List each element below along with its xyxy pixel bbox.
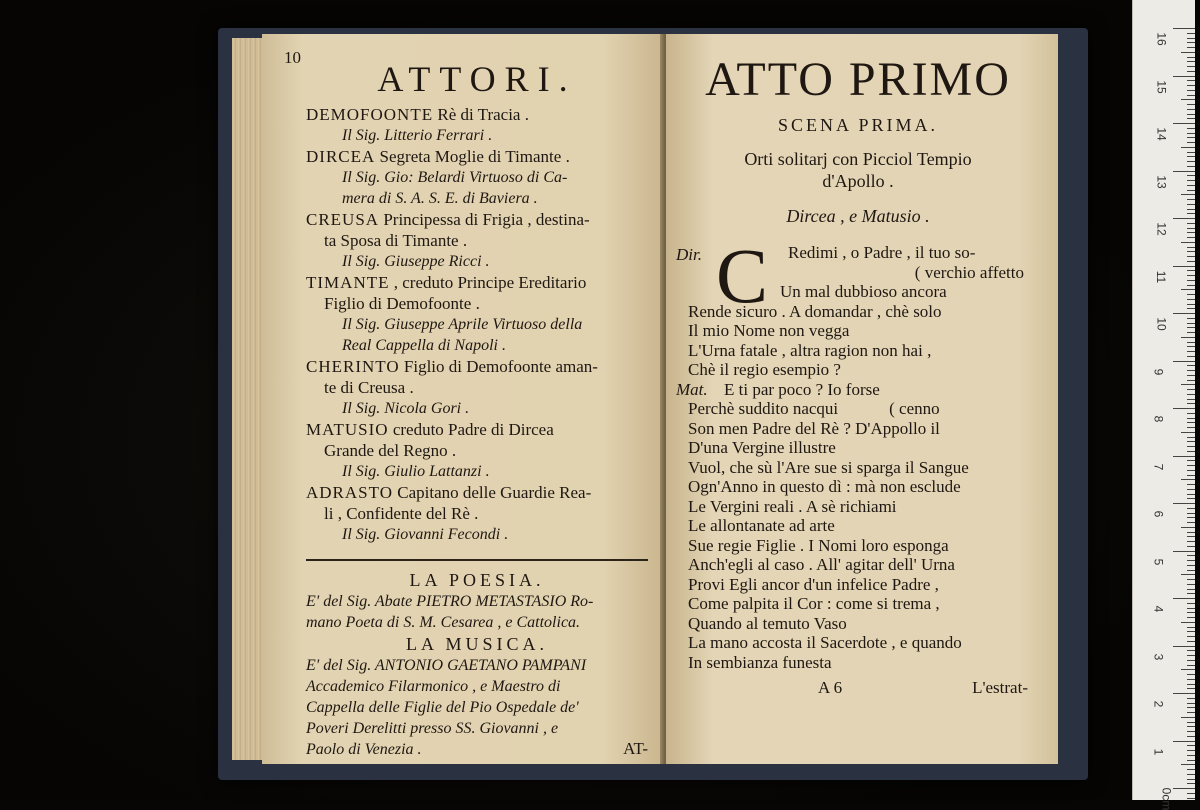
character-name: DEMOFOONTE xyxy=(306,105,434,124)
scene-title: SCENA PRIMA. xyxy=(777,115,939,135)
ruler-tick xyxy=(1187,85,1195,86)
ruler-tick xyxy=(1187,427,1195,428)
ruler-tick xyxy=(1181,147,1195,148)
musica-credit-line-1: E' del Sig. ANTONIO GAETANO PAMPANI xyxy=(306,657,587,674)
ruler-tick xyxy=(1187,703,1195,704)
ruler-tick xyxy=(1187,204,1195,205)
character-description-cont: te di Creusa . xyxy=(324,378,414,397)
ruler-tick xyxy=(1187,489,1195,490)
measuring-ruler xyxy=(1132,0,1195,810)
ruler-tick xyxy=(1187,688,1195,689)
ruler-tick xyxy=(1187,365,1195,366)
ruler-tick xyxy=(1181,384,1195,385)
role-line xyxy=(306,482,648,503)
ruler-tick xyxy=(1173,551,1195,552)
ruler-tick xyxy=(1187,532,1195,533)
ruler-number: 14 xyxy=(1154,127,1169,141)
ruler-tick xyxy=(1187,660,1195,661)
ruler-tick xyxy=(1187,327,1195,328)
cast-entry xyxy=(306,356,648,419)
poesia-credit-line-1: E' del Sig. Abate PIETRO METASTASIO Ro- xyxy=(306,593,594,610)
ruler-tick xyxy=(1187,736,1195,737)
ruler-tick xyxy=(1187,494,1195,495)
ruler-tick xyxy=(1187,593,1195,594)
ruler-tick xyxy=(1187,674,1195,675)
ruler-tick xyxy=(1187,760,1195,761)
ruler-tick xyxy=(1187,413,1195,414)
section-rule xyxy=(306,559,648,561)
role-line xyxy=(306,272,648,293)
ruler-tick xyxy=(1187,541,1195,542)
ruler-number: 1 xyxy=(1151,748,1166,755)
cast-entry xyxy=(306,209,648,272)
ruler-tick xyxy=(1187,769,1195,770)
ruler-tick xyxy=(1187,346,1195,347)
character-name: MATUSIO xyxy=(306,420,389,439)
page-footer xyxy=(688,678,1028,698)
ruler-number: 0cm xyxy=(1159,787,1174,810)
ruler-tick xyxy=(1187,665,1195,666)
singer-credit: Il Sig. Litterio Ferrari . xyxy=(342,127,493,144)
singer-credit: Il Sig. Giuseppe Ricci . xyxy=(342,253,490,270)
ruler-tick xyxy=(1187,199,1195,200)
role-line xyxy=(306,356,648,377)
speaker-label-dircea: Dir. xyxy=(676,245,702,264)
ruler-tick xyxy=(1187,90,1195,91)
ruler-tick xyxy=(1187,156,1195,157)
ruler-tick xyxy=(1187,308,1195,309)
character-name: CHERINTO xyxy=(306,357,400,376)
ruler-tick xyxy=(1187,38,1195,39)
ruler-tick xyxy=(1187,57,1195,58)
ruler-tick xyxy=(1187,190,1195,191)
ruler-tick xyxy=(1187,47,1195,48)
ruler-tick xyxy=(1187,299,1195,300)
ruler-tick xyxy=(1187,589,1195,590)
ruler-tick xyxy=(1187,228,1195,229)
ruler-tick xyxy=(1187,161,1195,162)
cast-title: ATTORI. xyxy=(377,59,577,99)
ruler-tick xyxy=(1187,565,1195,566)
character-description: Rè di Tracia . xyxy=(437,105,529,124)
ruler-tick xyxy=(1187,570,1195,571)
ruler-tick xyxy=(1187,370,1195,371)
ruler-tick xyxy=(1187,61,1195,62)
ruler-tick xyxy=(1187,546,1195,547)
character-description-cont: ta Sposa di Timante . xyxy=(324,231,468,250)
ruler-tick xyxy=(1187,650,1195,651)
ruler-tick xyxy=(1181,574,1195,575)
ruler-tick xyxy=(1187,380,1195,381)
ruler-tick xyxy=(1181,242,1195,243)
scene-characters: Dircea , e Matusio . xyxy=(786,206,930,226)
ruler-tick xyxy=(1187,109,1195,110)
catchword-left: AT- xyxy=(623,739,648,758)
dialogue-line xyxy=(676,379,1028,400)
ruler-tick xyxy=(1173,408,1195,409)
right-page xyxy=(666,34,1058,764)
dialogue-block xyxy=(676,232,1028,672)
ruler-tick xyxy=(1187,142,1195,143)
ruler-tick xyxy=(1187,560,1195,561)
ruler-tick xyxy=(1187,399,1195,400)
left-page xyxy=(262,34,664,764)
singer-credit: Il Sig. Giovanni Fecondi . xyxy=(342,526,509,543)
cast-entry xyxy=(306,419,648,482)
ruler-tick xyxy=(1187,793,1195,794)
ruler-number: 6 xyxy=(1151,510,1166,518)
ruler-tick xyxy=(1187,783,1195,784)
poesia-heading: LA POESIA. xyxy=(409,570,545,590)
ruler-tick xyxy=(1187,71,1195,72)
ruler-tick xyxy=(1187,375,1195,376)
ruler-tick xyxy=(1187,66,1195,67)
ruler-tick xyxy=(1187,631,1195,632)
ruler-tick xyxy=(1187,247,1195,248)
role-line xyxy=(306,104,648,125)
ruler-tick xyxy=(1187,275,1195,276)
ruler-tick xyxy=(1187,484,1195,485)
dialogue-line: ( verchio affetto xyxy=(914,262,1024,282)
character-description-cont: li , Confidente del Rè . xyxy=(324,504,479,523)
ruler-tick xyxy=(1187,679,1195,680)
ruler-tick xyxy=(1187,318,1195,319)
character-name: DIRCEA xyxy=(306,147,376,166)
ruler-tick xyxy=(1173,788,1195,789)
ruler-tick xyxy=(1187,722,1195,723)
singer-credit-cont: mera di S. A. S. E. di Baviera . xyxy=(342,190,538,207)
character-description: Capitano delle Guardie Rea- xyxy=(397,483,592,502)
ruler-tick xyxy=(1173,123,1195,124)
ruler-tick xyxy=(1173,646,1195,647)
ruler-tick xyxy=(1187,175,1195,176)
ruler-tick xyxy=(1187,513,1195,514)
ruler-tick xyxy=(1187,285,1195,286)
ruler-tick xyxy=(1187,394,1195,395)
musica-credit-line-3: Cappella delle Figlie del Pio Ospedale de' xyxy=(306,699,579,716)
ruler-number: 16 xyxy=(1154,32,1169,46)
ruler-tick xyxy=(1187,712,1195,713)
ruler-number: 15 xyxy=(1154,79,1169,94)
cast-entry xyxy=(306,272,648,356)
ruler-tick xyxy=(1181,52,1195,53)
ruler-tick xyxy=(1187,774,1195,775)
ruler-tick xyxy=(1187,603,1195,604)
ruler-number: 4 xyxy=(1151,605,1166,613)
character-description: Figlio di Demofoonte aman- xyxy=(403,357,598,376)
ruler-tick xyxy=(1187,42,1195,43)
ruler-number: 10 xyxy=(1154,317,1169,331)
dialogue-line: Provi Egli ancor d'un infelice Padre , xyxy=(688,574,939,594)
dialogue-line: Le Vergini reali . A sè richiami xyxy=(688,496,897,516)
musica-credit-line-2: Accademico Filarmonico , e Maestro di xyxy=(306,678,561,695)
ruler-tick xyxy=(1187,731,1195,732)
act-title: ATTO PRIMO xyxy=(705,53,1011,106)
ruler-tick xyxy=(1187,636,1195,637)
character-description: creduto Padre di Dircea xyxy=(392,420,554,439)
ruler-tick xyxy=(1187,403,1195,404)
dialogue-line: Vuol, che sù l'Are sue si sparga il Sangue xyxy=(688,457,969,477)
cast-entry xyxy=(306,146,648,209)
ruler-tick xyxy=(1187,80,1195,81)
ruler-tick xyxy=(1187,33,1195,34)
dialogue-line: Rende sicuro . A domandar , chè solo xyxy=(688,301,942,321)
ruler-tick xyxy=(1187,332,1195,333)
dialogue-line: Quando al temuto Vaso xyxy=(688,613,847,633)
musica-credit-line-4: Poveri Derelitti presso SS. Giovanni , e xyxy=(306,720,559,737)
ruler-tick xyxy=(1187,451,1195,452)
musica-heading: LA MUSICA. xyxy=(405,634,548,654)
ruler-tick xyxy=(1187,608,1195,609)
ruler-tick xyxy=(1187,114,1195,115)
cast-list xyxy=(306,104,648,545)
scene-setting-line-1: Orti solitarj con Picciol Tempio xyxy=(744,149,972,169)
ruler-tick xyxy=(1187,437,1195,438)
dialogue-line: Le allontanate ad arte xyxy=(688,516,835,535)
dialogue-line: La mano accosta il Sacerdote , e quando xyxy=(688,633,962,652)
dialogue-line: Sue regie Figlie . I Nomi loro esponga xyxy=(688,535,949,555)
ruler-tick xyxy=(1187,750,1195,751)
ruler-tick xyxy=(1187,584,1195,585)
ruler-tick xyxy=(1187,475,1195,476)
ruler-tick xyxy=(1181,479,1195,480)
ruler-tick xyxy=(1173,76,1195,77)
page-number: 10 xyxy=(284,48,301,67)
ruler-tick xyxy=(1187,798,1195,799)
ruler-tick xyxy=(1187,351,1195,352)
singer-credit: Il Sig. Nicola Gori . xyxy=(342,400,470,417)
role-line xyxy=(306,209,648,230)
cast-entry xyxy=(306,482,648,545)
ruler-tick xyxy=(1187,128,1195,129)
ruler-tick xyxy=(1187,118,1195,119)
ruler-tick xyxy=(1187,441,1195,442)
ruler-tick xyxy=(1187,166,1195,167)
ruler-tick xyxy=(1187,356,1195,357)
dialogue-line: Anch'egli al caso . All' agitar dell' Urna xyxy=(688,555,955,574)
ruler-tick xyxy=(1173,361,1195,362)
ruler-tick xyxy=(1187,655,1195,656)
dialogue-line: L'Urna fatale , altra ragion non hai , xyxy=(688,340,932,360)
ruler-tick xyxy=(1187,237,1195,238)
cast-entry xyxy=(306,104,648,146)
ruler-tick xyxy=(1173,313,1195,314)
ruler-tick xyxy=(1173,218,1195,219)
ruler-tick xyxy=(1173,456,1195,457)
ruler-number: 5 xyxy=(1151,558,1166,565)
ruler-tick xyxy=(1181,432,1195,433)
ruler-tick xyxy=(1187,232,1195,233)
ruler-tick xyxy=(1173,741,1195,742)
ruler-number: 7 xyxy=(1151,463,1166,470)
dialogue-line: D'una Vergine illustre xyxy=(688,438,836,457)
ruler-tick xyxy=(1181,337,1195,338)
ruler-number: 11 xyxy=(1154,270,1169,283)
role-line xyxy=(306,146,648,167)
ruler-number: 2 xyxy=(1151,700,1166,708)
ruler-number: 9 xyxy=(1151,368,1166,375)
ruler-tick xyxy=(1187,726,1195,727)
ruler-tick xyxy=(1187,213,1195,214)
ruler-tick xyxy=(1187,755,1195,756)
ruler-tick xyxy=(1187,707,1195,708)
speaker-label-matusio: Mat. xyxy=(676,379,708,399)
ruler-tick xyxy=(1187,95,1195,96)
dialogue-line: Redimi , o Padre , il tuo so- xyxy=(788,243,976,262)
singer-credit: Il Sig. Gio: Belardi Virtuoso di Ca- xyxy=(342,169,568,186)
character-name: ADRASTO xyxy=(306,483,393,502)
ruler-tick xyxy=(1173,266,1195,267)
dialogue-line: Son men Padre del Rè ? D'Appollo il xyxy=(688,418,940,438)
ruler-tick xyxy=(1187,137,1195,138)
dialogue-line: Perchè suddito nacqui ( cenno xyxy=(688,399,940,418)
ruler-tick xyxy=(1187,223,1195,224)
ruler-tick xyxy=(1181,669,1195,670)
ruler-tick xyxy=(1187,641,1195,642)
dialogue-line: Chè il regio esempio ? xyxy=(688,360,841,379)
ruler-tick xyxy=(1173,503,1195,504)
ruler-tick xyxy=(1187,470,1195,471)
ruler-tick xyxy=(1187,498,1195,499)
singer-credit: Il Sig. Giulio Lattanzi . xyxy=(342,463,490,480)
character-description: , creduto Principe Ereditario xyxy=(393,273,587,292)
character-description: Segreta Moglie di Timante . xyxy=(379,147,570,166)
role-line xyxy=(306,419,648,440)
ruler-tick xyxy=(1187,684,1195,685)
ruler-tick xyxy=(1187,133,1195,134)
drop-capital: C xyxy=(716,232,769,319)
ruler-tick xyxy=(1181,527,1195,528)
ruler-tick xyxy=(1173,598,1195,599)
ruler-tick xyxy=(1187,280,1195,281)
ruler-tick xyxy=(1187,323,1195,324)
ruler-tick xyxy=(1187,446,1195,447)
singer-credit: Il Sig. Giuseppe Aprile Virtuoso della xyxy=(342,316,583,333)
ruler-tick xyxy=(1187,256,1195,257)
ruler-tick xyxy=(1187,185,1195,186)
ruler-tick xyxy=(1187,555,1195,556)
ruler-tick xyxy=(1187,180,1195,181)
ruler-tick xyxy=(1181,622,1195,623)
ruler-number: 13 xyxy=(1154,174,1169,189)
ruler-tick xyxy=(1187,536,1195,537)
signature-mark: A 6 xyxy=(818,678,843,697)
ruler-tick xyxy=(1187,294,1195,295)
dialogue-line: Come palpita il Cor : come si trema , xyxy=(688,594,940,613)
ruler-tick xyxy=(1187,418,1195,419)
ruler-tick xyxy=(1187,152,1195,153)
ruler-tick xyxy=(1187,612,1195,613)
ruler-tick xyxy=(1187,261,1195,262)
ruler-tick xyxy=(1187,627,1195,628)
ruler-tick xyxy=(1181,764,1195,765)
ruler-tick xyxy=(1187,517,1195,518)
ruler-tick xyxy=(1181,99,1195,100)
ruler-tick xyxy=(1173,693,1195,694)
ruler-tick xyxy=(1187,422,1195,423)
ruler-tick xyxy=(1187,209,1195,210)
dialogue-line: Un mal dubbioso ancora xyxy=(780,282,947,301)
singer-credit-cont: Real Cappella di Napoli . xyxy=(342,337,506,354)
ruler-tick xyxy=(1181,717,1195,718)
ruler-tick xyxy=(1173,171,1195,172)
ruler-tick xyxy=(1187,460,1195,461)
ruler-tick xyxy=(1187,579,1195,580)
ruler-tick xyxy=(1187,522,1195,523)
dialogue-line: Ogn'Anno in questo dì : mà non esclude xyxy=(688,477,961,496)
dialogue-line: In sembianza funesta xyxy=(688,652,832,672)
ruler-tick xyxy=(1187,698,1195,699)
ruler-number: 8 xyxy=(1151,415,1166,423)
ruler-tick xyxy=(1187,779,1195,780)
ruler-tick xyxy=(1187,465,1195,466)
ruler-tick xyxy=(1187,270,1195,271)
ruler-tick xyxy=(1187,389,1195,390)
scene-setting-line-2: d'Apollo . xyxy=(822,171,894,191)
ruler-tick xyxy=(1187,104,1195,105)
ruler-number: 12 xyxy=(1154,222,1169,236)
poesia-credit-line-2: mano Poeta di S. M. Cesarea , e Cattolica. xyxy=(306,614,581,631)
ruler-tick xyxy=(1187,304,1195,305)
ruler-tick xyxy=(1181,289,1195,290)
ruler-tick xyxy=(1187,508,1195,509)
musica-credit-line-5: Paolo di Venezia . xyxy=(306,741,422,758)
character-name: TIMANTE xyxy=(306,273,390,292)
dialogue-line-text: E ti par poco ? Io forse xyxy=(724,379,880,399)
ruler-number: 3 xyxy=(1151,653,1166,660)
character-description: Principessa di Frigia , destina- xyxy=(383,210,590,229)
ruler-tick xyxy=(1181,194,1195,195)
dialogue-line: Il mio Nome non vegga xyxy=(688,321,850,340)
character-description-cont: Figlio di Demofoonte . xyxy=(324,294,480,313)
ruler-tick xyxy=(1187,617,1195,618)
ruler-tick xyxy=(1187,342,1195,343)
ruler-tick xyxy=(1187,251,1195,252)
ruler-tick xyxy=(1187,745,1195,746)
catchword-right: L'estrat- xyxy=(972,678,1028,697)
character-description-cont: Grande del Regno . xyxy=(324,441,457,460)
character-name: CREUSA xyxy=(306,210,380,229)
ruler-tick xyxy=(1173,28,1195,29)
